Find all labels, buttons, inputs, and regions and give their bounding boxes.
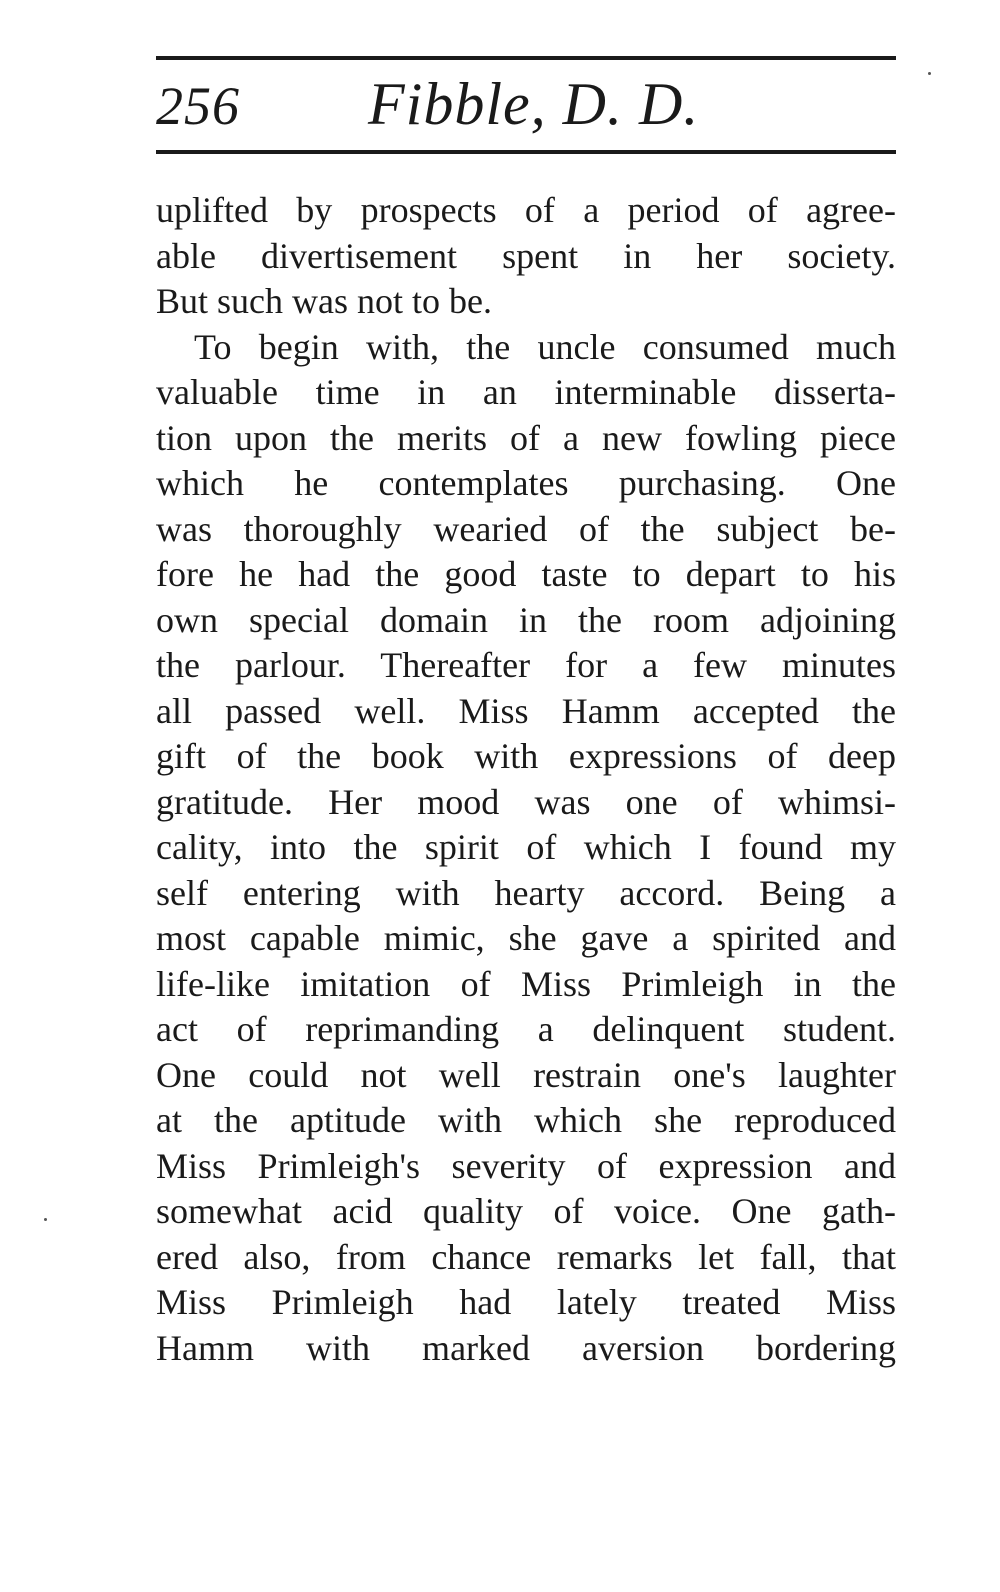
text-line: the parlour. Thereafter for a few minutes bbox=[156, 645, 896, 685]
scan-speck bbox=[44, 1218, 47, 1221]
text-line: tion upon the merits of a new fowling piece bbox=[156, 417, 896, 458]
text-line: at the aptitude with which she reproduced bbox=[156, 1100, 896, 1140]
text-line: which he contemplates purchasing. One bbox=[156, 463, 896, 503]
text-line: uplifted by prospects of a period of agree- bbox=[156, 190, 896, 230]
text-line: Hamm with marked aversion bordering bbox=[156, 1327, 896, 1368]
text-line: One could not well restrain one's laughter bbox=[156, 1054, 896, 1095]
text-line: self entering with hearty accord. Being a bbox=[156, 872, 896, 913]
text-line: Miss Primleigh had lately treated Miss bbox=[156, 1282, 896, 1322]
scan-speck bbox=[928, 72, 931, 75]
text-line: most capable mimic, she gave a spirited and bbox=[156, 918, 896, 958]
running-title: Fibble, D. D. bbox=[368, 71, 700, 137]
text-line: able divertisement spent in her society. bbox=[156, 235, 896, 276]
text-line: ered also, from chance remarks let fall, that bbox=[156, 1236, 896, 1277]
text-line: valuable time in an interminable disserta- bbox=[156, 372, 896, 412]
text-line: all passed well. Miss Hamm accepted the bbox=[156, 690, 896, 731]
text-line: own special domain in the room adjoining bbox=[156, 599, 896, 640]
text-line: gratitude. Her mood was one of whimsi- bbox=[156, 781, 896, 822]
text-line: But such was not to be. bbox=[156, 281, 492, 321]
header-rule-top bbox=[156, 56, 896, 60]
text-line: gift of the book with expressions of deep bbox=[156, 736, 896, 776]
header-rule-bottom bbox=[156, 150, 896, 154]
text-line: cality, into the spirit of which I found my bbox=[156, 827, 896, 867]
page-header bbox=[156, 68, 896, 148]
text-line: To begin with, the uncle consumed much bbox=[194, 326, 896, 367]
text-line: fore he had the good taste to depart to his bbox=[156, 554, 896, 594]
text-line: life-like imitation of Miss Primleigh in the bbox=[156, 963, 896, 1004]
text-line: Miss Primleigh's severity of expression and bbox=[156, 1145, 896, 1186]
text-line: somewhat acid quality of voice. One gath- bbox=[156, 1191, 896, 1231]
text-line: was thoroughly wearied of the subject be- bbox=[156, 508, 896, 549]
body-text bbox=[156, 188, 896, 1371]
page-number: 256 bbox=[156, 76, 240, 136]
book-page bbox=[156, 0, 896, 1592]
text-line: act of reprimanding a delinquent student. bbox=[156, 1009, 896, 1049]
